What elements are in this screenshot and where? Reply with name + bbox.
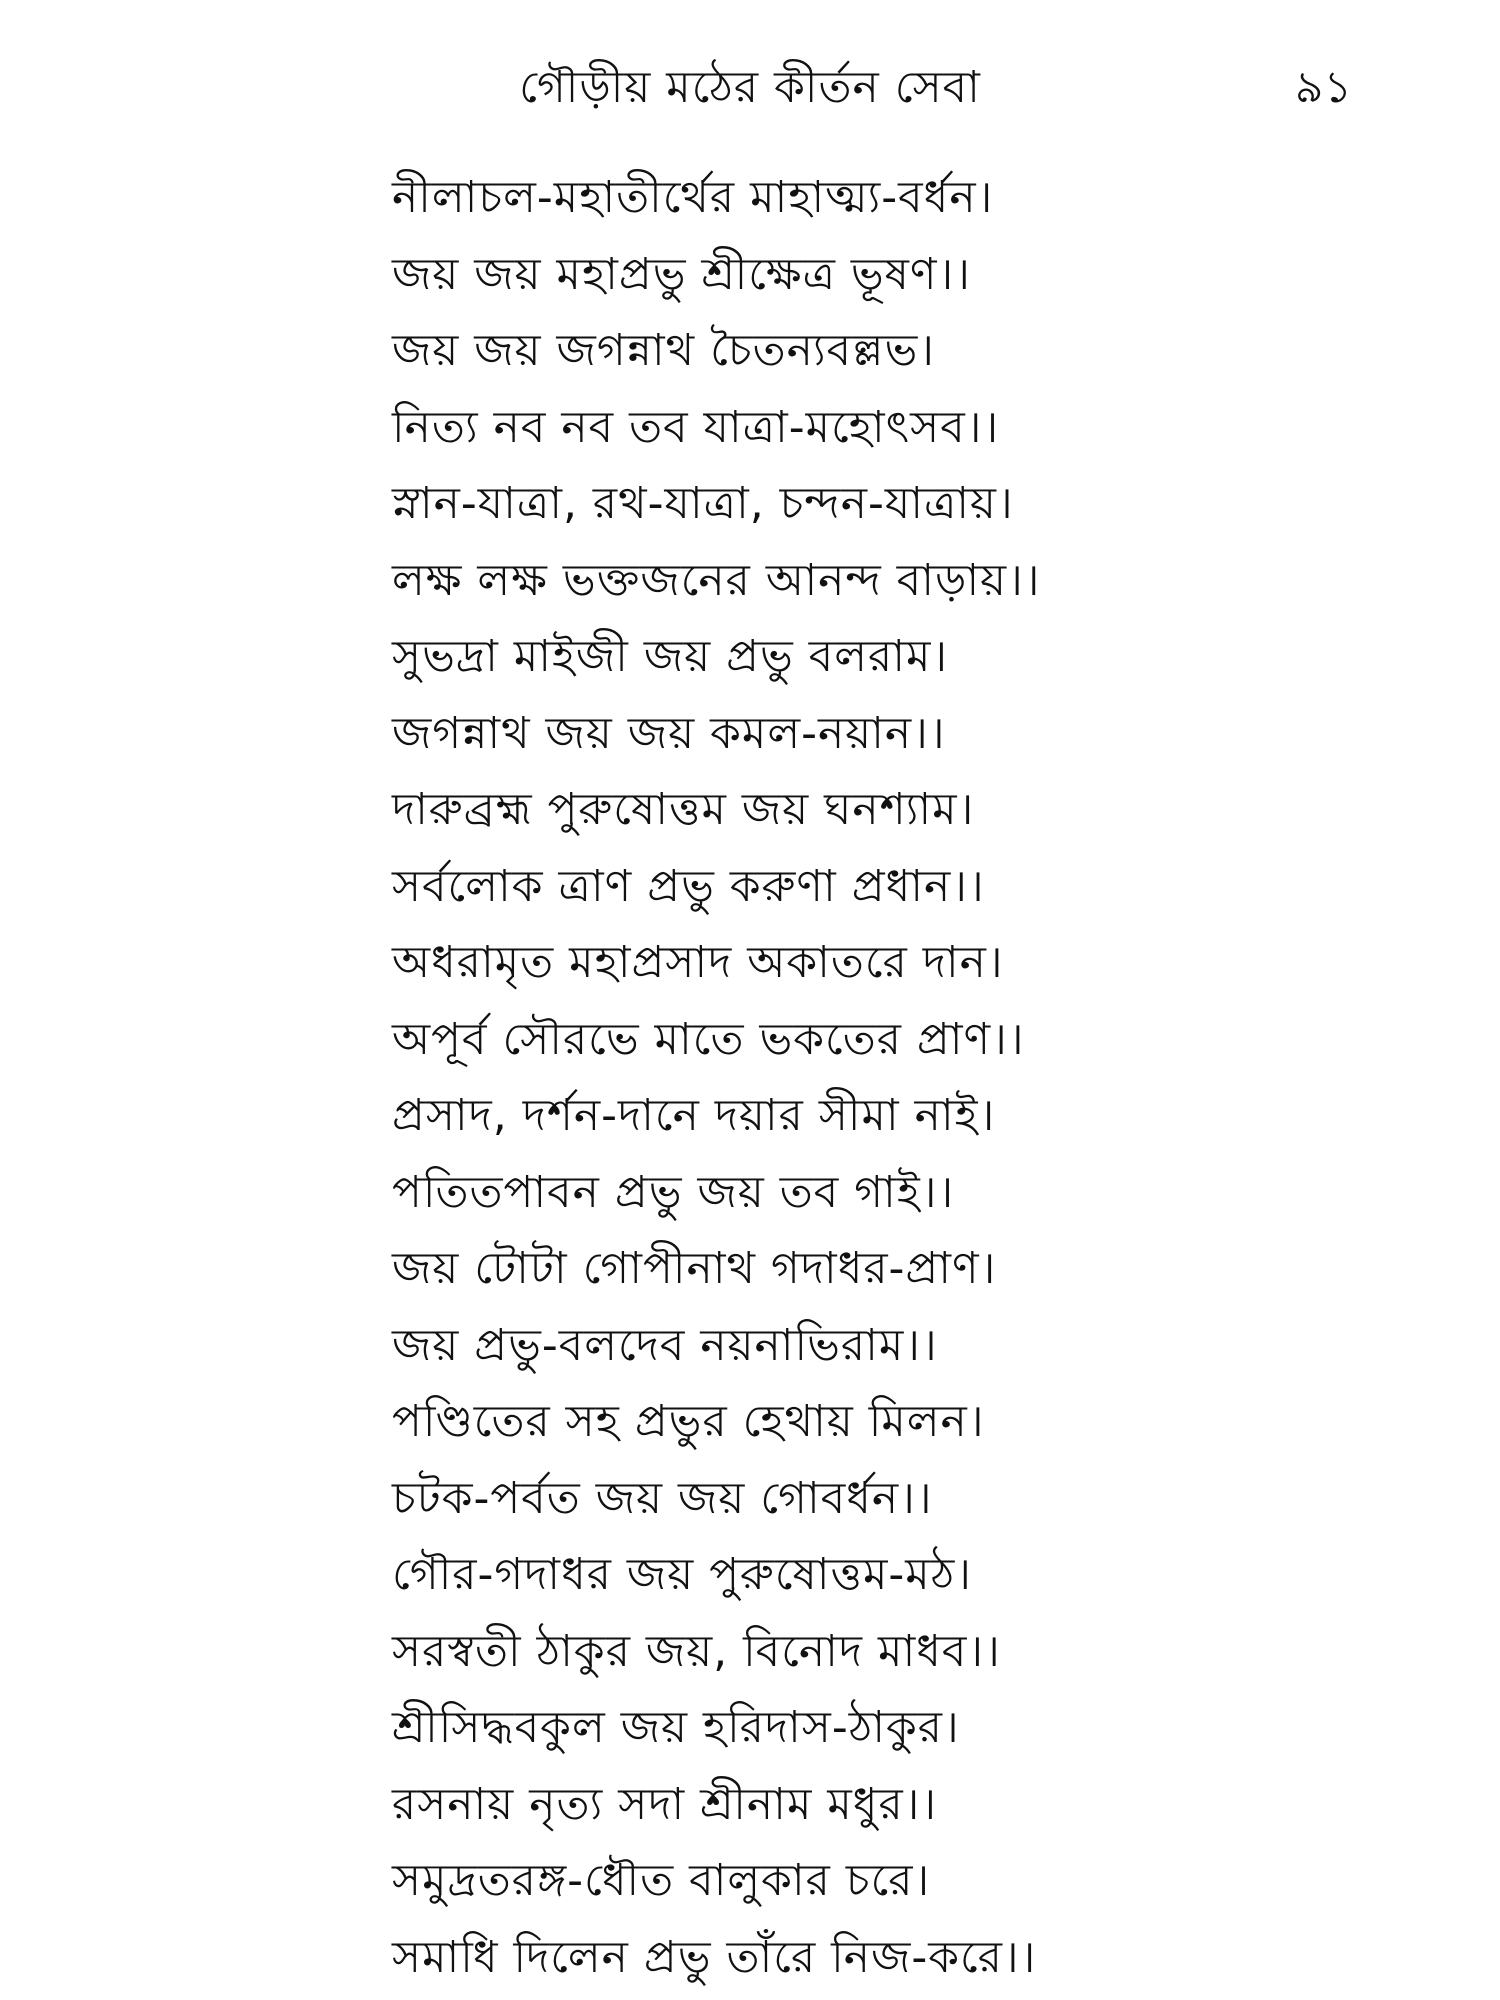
verse-line: নীলাচল-মহাতীর্থের মাহাত্ম্য-বর্ধন।: [392, 172, 994, 223]
verse-line: স্নান-যাত্রা, রথ-যাত্রা, চন্দন-যাত্রায়।: [392, 478, 1014, 529]
verse-block: [392, 160, 1432, 1996]
verse-line: সুভদ্রা মাইজী জয় প্রভু বলরাম।: [392, 631, 949, 682]
verse-line: অপূর্ব সৌরভে মাতে ভকতের প্রাণ।।: [392, 1013, 1025, 1065]
verse-line: লক্ষ লক্ষ ভক্তজনের আনন্দ বাড়ায়।।: [392, 554, 1041, 606]
verse-line: জয় জয় মহাপ্রভু শ্রীক্ষেত্র ভূষণ।।: [392, 248, 971, 300]
verse-line: পণ্ডিতের সহ প্রভুর হেথায় মিলন।: [392, 1396, 985, 1447]
verse-line: সরস্বতী ঠাকুর জয়, বিনোদ মাধব।।: [392, 1625, 1001, 1677]
running-title: গৌড়ীয় মঠের কীর্তন সেবা: [519, 62, 981, 113]
verse-line: রসনায় নৃত্য সদা শ্রীনাম মধুর।।: [392, 1778, 938, 1830]
verse-line: জয় জয় জগন্নাথ চৈতন্যবল্লভ।: [392, 325, 935, 376]
verse-line: জয় টোটা গোপীনাথ গদাধর-প্রাণ।: [392, 1243, 997, 1294]
verse-line: গৌর-গদাধর জয় পুরুষোত্তম-মঠ।: [392, 1549, 972, 1600]
verse-line: দারুব্রহ্ম পুরুষোত্তম জয় ঘনশ্যাম।: [392, 784, 975, 835]
verse-line: নিত্য নব নব তব যাত্রা-মহোৎসব।।: [392, 401, 1000, 453]
page-number: ৯১: [1294, 62, 1352, 113]
verse-line: শ্রীসিদ্ধবকুল জয় হরিদাস-ঠাকুর।: [392, 1702, 960, 1753]
verse-line: প্রসাদ, দর্শন-দানে দয়ার সীমা নাই।: [392, 1090, 996, 1141]
verse-line: পতিতপাবন প্রভু জয় তব গাই।।: [392, 1166, 955, 1218]
verse-line: চটক-পর্বত জয় জয় গোবর্ধন।।: [392, 1472, 933, 1524]
verse-line: সমাধি দিলেন প্রভু তাঁরে নিজ-করে।।: [392, 1931, 1037, 1983]
verse-line: জগন্নাথ জয় জয় কমল-নয়ান।।: [392, 707, 946, 759]
verse-line: অধরামৃত মহাপ্রসাদ অকাতরে দান।: [392, 937, 1004, 988]
verse-line: সর্বলোক ত্রাণ প্রভু করুণা প্রধান।।: [392, 860, 985, 912]
verse-line: জয় প্রভু-বলদেব নয়নাভিরাম।।: [392, 1319, 938, 1371]
verse-line: সমুদ্রতরঙ্গ-ধৌত বালুকার চরে।: [392, 1855, 931, 1906]
